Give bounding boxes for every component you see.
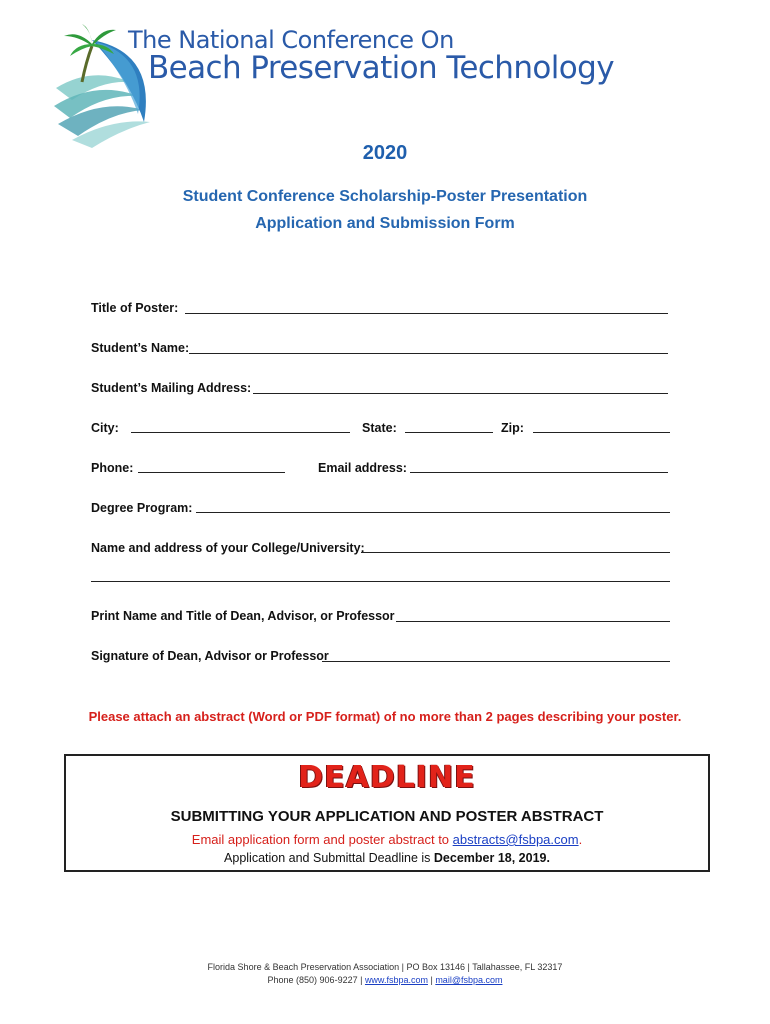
footer-website-link[interactable]: www.fsbpa.com <box>364 975 428 985</box>
deadline-subtitle: SUBMITTING YOUR APPLICATION AND POSTER ABSTRACT <box>170 808 604 825</box>
logo-title-line1: The National Conference On <box>128 26 454 54</box>
degree-program-line[interactable] <box>196 512 670 513</box>
mailing-address-label: Student’s Mailing Address: <box>91 381 252 395</box>
city-label: City: <box>91 421 119 435</box>
mailing-address-line[interactable] <box>253 393 668 394</box>
form-year: 2020 <box>362 142 408 164</box>
email-prefix: Email application form and poster abstract to <box>191 832 453 847</box>
logo-title-line2: Beach Preservation Technology <box>148 50 614 86</box>
zip-line[interactable] <box>533 432 670 433</box>
college-line[interactable] <box>361 552 670 553</box>
students-name-label: Student’s Name: <box>91 341 190 355</box>
footer-contact <box>0 975 770 985</box>
conference-logo <box>52 22 614 152</box>
dean-signature-label: Signature of Dean, Advisor or Professor <box>91 649 329 663</box>
dean-name-line[interactable] <box>396 621 670 622</box>
phone-line[interactable] <box>138 472 285 473</box>
form-subtitle-line2: Application and Submission Form <box>255 215 515 232</box>
dean-name-label: Print Name and Title of Dean, Advisor, or Professor <box>91 609 395 623</box>
email-label: Email address: <box>318 461 407 475</box>
title-of-poster-line[interactable] <box>185 313 668 314</box>
deadline-date-text <box>66 851 708 865</box>
state-line[interactable] <box>405 432 493 433</box>
email-line[interactable] <box>410 472 668 473</box>
city-line[interactable] <box>131 432 350 433</box>
date-prefix: Application and Submittal Deadline is <box>224 851 434 865</box>
students-name-line[interactable] <box>189 353 668 354</box>
attach-abstract-notice: Please attach an abstract (Word or PDF format) of no more than 2 pages describing your poster. <box>88 709 682 724</box>
dean-signature-line[interactable] <box>322 661 670 662</box>
degree-program-label: Degree Program: <box>91 501 193 515</box>
abstracts-email-link[interactable]: abstracts@fsbpa.com <box>452 832 579 847</box>
email-suffix: . <box>578 832 583 847</box>
form-subtitle-line1: Student Conference Scholarship-Poster Presentation <box>182 188 588 205</box>
zip-label: Zip: <box>501 421 524 435</box>
footer-separator: | <box>427 975 436 985</box>
college-label: Name and address of your College/University: <box>91 541 365 555</box>
deadline-date: December 18, 2019. <box>433 851 550 865</box>
deadline-box <box>64 754 710 872</box>
state-label: State: <box>362 421 397 435</box>
phone-label: Phone: <box>91 461 134 475</box>
deadline-title: DEADLINE <box>298 760 476 795</box>
deadline-email-text <box>66 832 708 847</box>
title-of-poster-label: Title of Poster: <box>91 301 179 315</box>
footer-mail-link[interactable]: mail@fsbpa.com <box>435 975 503 985</box>
college-line-2[interactable] <box>91 581 670 582</box>
footer-address: Florida Shore & Beach Preservation Association | PO Box 13146 | Tallahassee, FL 32317 <box>207 962 563 972</box>
footer-phone: Phone (850) 906-9227 | <box>267 975 365 985</box>
